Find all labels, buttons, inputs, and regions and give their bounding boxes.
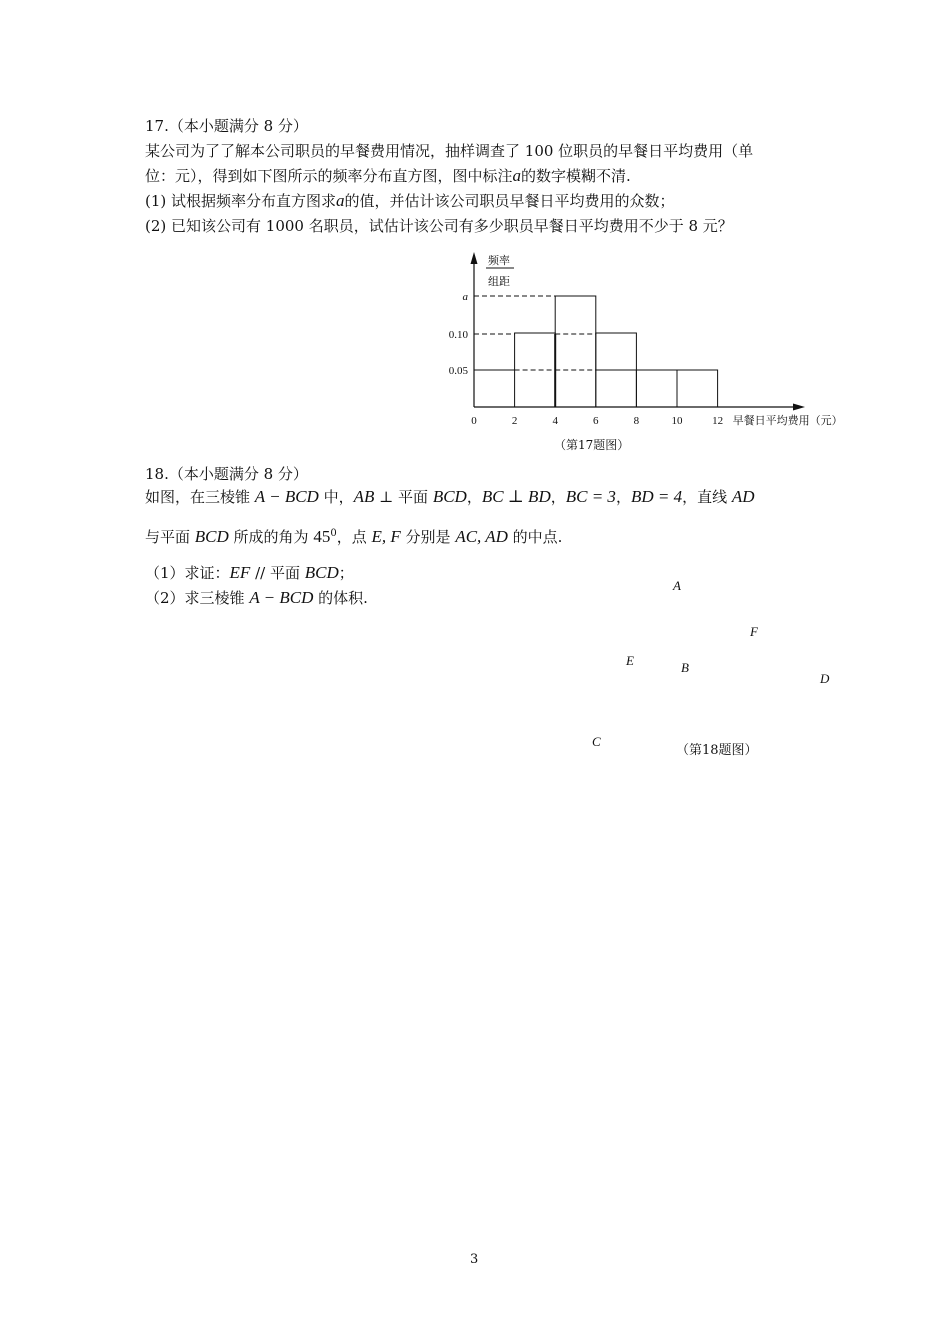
y-tick-0-10: 0.10: [448, 329, 468, 341]
q17-part1-end: 的值，并估计该公司职员早餐日平均费用的众数；: [344, 192, 675, 210]
q18-l2-t4: 分别是: [400, 528, 456, 546]
q18-l2-t1: 与平面: [145, 528, 195, 546]
frequency-histogram: [438, 248, 868, 430]
q18-p1-t2: // 平面: [250, 564, 305, 582]
q18-l2-m2: 45: [313, 527, 331, 546]
q18-p2-t2: 的体积.: [313, 589, 368, 607]
x-axis-arrow: [793, 404, 805, 411]
q17-header: 17.（本小题满分 8 分）: [145, 117, 308, 135]
histogram-bar-10-12: [677, 370, 718, 407]
q18-figure-caption: （第18题图）: [676, 743, 758, 758]
var-a: a: [512, 166, 522, 185]
q18-l1-t2: 中，: [318, 488, 354, 506]
q18-l1-m3: BCD: [432, 487, 467, 506]
q18-l1-t5: ，: [550, 488, 566, 506]
degree-mark: 0: [330, 528, 337, 539]
q18-part2: [145, 588, 368, 608]
page-number: 3: [470, 1252, 479, 1267]
x-tick-10: 10: [671, 415, 683, 427]
q18-l1-t4: ，: [466, 488, 482, 506]
x-tick-12: 12: [712, 415, 724, 427]
q18-p2-m1: A − BCD: [249, 588, 314, 607]
x-tick-6: 6: [593, 415, 599, 427]
vertex-b-label: B: [681, 660, 689, 675]
y-axis-arrow: [471, 252, 478, 264]
y-tick-a: a: [462, 291, 468, 303]
q18-l2-t3: ，点: [336, 528, 372, 546]
q18-l2-m3: E, F: [371, 527, 401, 546]
histogram-bar-8-10: [636, 370, 677, 407]
vertex-f-label: F: [750, 624, 758, 639]
q18-l1-t7: ，直线: [682, 488, 732, 506]
vertex-c-label: C: [592, 734, 601, 749]
q18-l1-t3: ⊥ 平面: [374, 488, 433, 506]
q18-header: 18.（本小题满分 8 分）: [145, 465, 308, 483]
y-tick-0-05: 0.05: [448, 365, 468, 377]
q18-p1-t1: （1）求证：: [145, 564, 230, 582]
q18-p1-t3: ；: [338, 564, 354, 582]
vertex-d-label: D: [820, 671, 830, 686]
q18-l1-m6: BD = 4: [630, 487, 683, 506]
q17-part2: (2) 已知该公司有 1000 名职员，试估计该公司有多少职员早餐日平均费用不少于 8 元？: [145, 217, 733, 235]
q18-l2-m1: BCD: [194, 527, 229, 546]
q17-intro-line2: [145, 166, 631, 186]
x-tick-2: 2: [511, 415, 518, 427]
q18-l1-t6: ，: [615, 488, 631, 506]
q18-l2-m4: AC, AD: [455, 527, 508, 546]
vertex-e-label: E: [626, 653, 634, 668]
x-tick-8: 8: [633, 415, 640, 427]
q17-figure-caption: （第17题图）: [554, 438, 630, 452]
vertex-a-label: A: [673, 578, 681, 593]
q18-l2-t2: 所成的角为: [228, 528, 314, 546]
q17-part1-start: (1) 试根据频率分布直方图求: [145, 192, 337, 210]
q17-intro2-end: 的数字模糊不清.: [521, 167, 631, 185]
q18-l1-t1: 如图，在三棱锥: [145, 488, 255, 506]
y-axis-label-numerator: 频率: [488, 255, 510, 267]
q17-part1: [145, 191, 675, 211]
q18-l1-m5: BC = 3: [565, 487, 616, 506]
q18-l2-t5: 的中点.: [507, 528, 563, 546]
histogram-bar-4-6: [555, 296, 596, 407]
q18-p1-m2: BCD: [304, 563, 339, 582]
q18-l1-m4: BC ⊥ BD: [481, 487, 551, 506]
q18-l1-m2: AB: [353, 487, 375, 506]
q18-p1-m1: EF: [229, 563, 251, 582]
x-tick-0: 0: [471, 415, 477, 427]
q18-line1: [145, 487, 755, 507]
q18-line2: [145, 524, 562, 547]
q17-intro-line1: 某公司为了了解本公司职员的早餐费用情况，抽样调查了 100 位职员的早餐日平均费用（单: [145, 142, 754, 160]
y-axis-label-denominator: 组距: [488, 276, 510, 288]
q17-intro2-text: 位：元），得到如下图所示的频率分布直方图，图中标注: [145, 167, 513, 185]
q18-l1-m1: A − BCD: [254, 487, 319, 506]
q18-l1-m7: AD: [731, 487, 755, 506]
q18-p2-t1: （2）求三棱锥: [145, 589, 250, 607]
x-tick-4: 4: [552, 415, 558, 427]
q18-part1: [145, 563, 354, 583]
var-a: a: [336, 191, 345, 210]
x-axis-label: 早餐日平均费用（元）: [732, 415, 843, 427]
